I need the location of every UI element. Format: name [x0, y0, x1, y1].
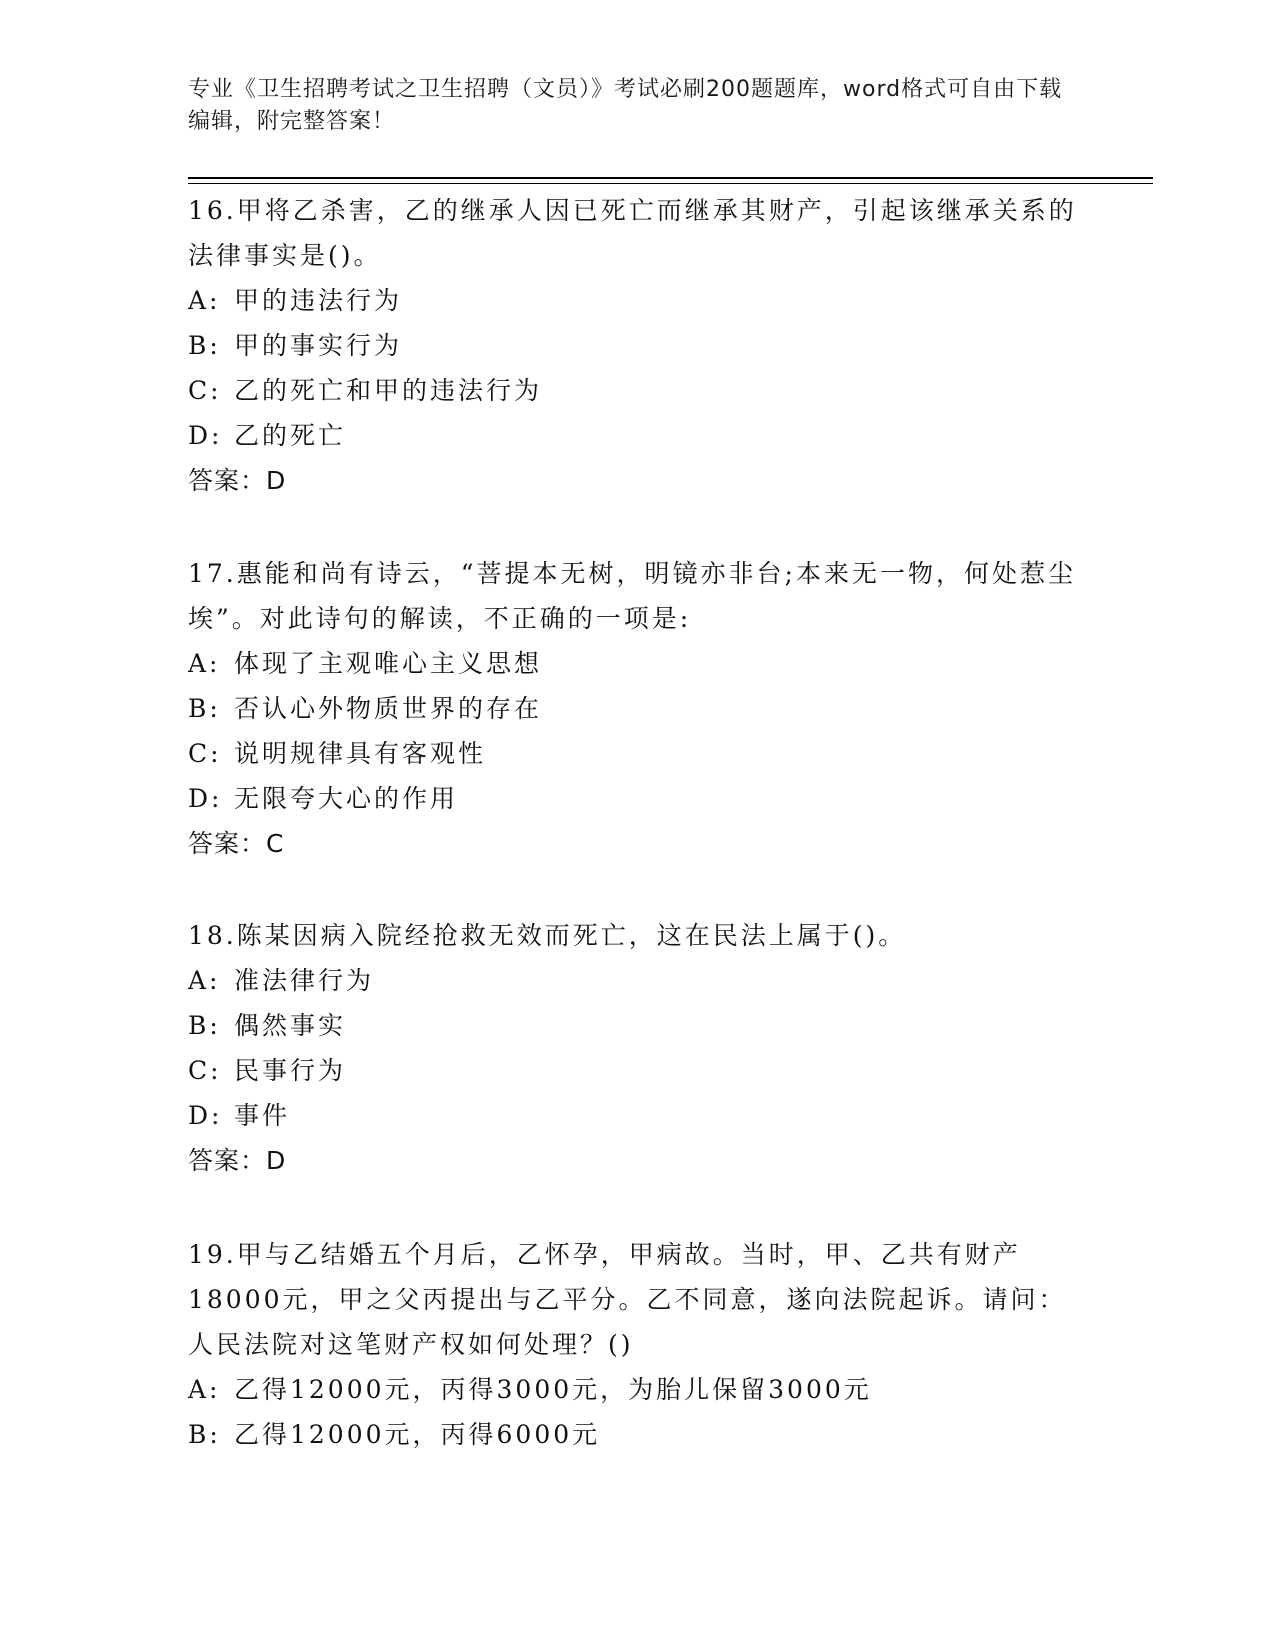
option-key: B: — [188, 1011, 221, 1040]
option-key: B: — [188, 1420, 221, 1449]
option-text: 偶然事实 — [234, 1011, 347, 1040]
question-16 — [188, 188, 1088, 503]
option-key: D: — [188, 421, 223, 450]
option-key: C: — [188, 739, 222, 768]
option-key: A: — [188, 286, 221, 315]
question-stem: 19.甲与乙结婚五个月后，乙怀孕，甲病故。当时，甲、乙共有财产18000元，甲之父丙提出与乙平分。乙不同意，遂向法院起诉。请问：人民法院对这笔财产权如何处理？() — [188, 1240, 1067, 1359]
option-text: 否认心外物质世界的存在 — [234, 694, 543, 723]
option-d — [188, 1093, 1088, 1138]
option-b — [188, 686, 1088, 731]
option-a — [188, 1367, 1088, 1412]
answer-line: 答案：D — [188, 1146, 287, 1175]
option-text: 乙得12000元，丙得6000元 — [234, 1420, 601, 1449]
option-key: C: — [188, 1056, 222, 1085]
option-key: A: — [188, 1375, 221, 1404]
question-stem: 17.惠能和尚有诗云，“菩提本无树，明镜亦非台;本来无一物，何处惹尘埃”。对此诗句的解读，不正确的一项是: — [188, 559, 1076, 633]
option-c — [188, 731, 1088, 776]
question-17 — [188, 551, 1088, 866]
option-text: 准法律行为 — [234, 966, 375, 995]
option-d — [188, 776, 1088, 821]
option-text: 说明规律具有客观性 — [234, 739, 487, 768]
answer-line: 答案：D — [188, 466, 287, 495]
option-a — [188, 641, 1088, 686]
option-key: D: — [188, 1101, 223, 1130]
option-b — [188, 1412, 1088, 1457]
option-c — [188, 1048, 1088, 1093]
option-text: 体现了主观唯心主义思想 — [234, 649, 543, 678]
option-text: 事件 — [234, 1101, 291, 1130]
option-key: C: — [188, 376, 222, 405]
option-key: D: — [188, 784, 223, 813]
option-text: 无限夸大心的作用 — [234, 784, 459, 813]
option-text: 乙的死亡和甲的违法行为 — [234, 376, 543, 405]
option-text: 乙得12000元，丙得3000元，为胎儿保留3000元 — [234, 1375, 872, 1404]
option-text: 甲的事实行为 — [234, 331, 403, 360]
header-rule-thick — [188, 177, 1153, 179]
option-text: 甲的违法行为 — [234, 286, 403, 315]
option-key: A: — [188, 649, 221, 678]
option-d — [188, 413, 1088, 458]
option-text: 乙的死亡 — [234, 421, 347, 450]
option-a — [188, 278, 1088, 323]
option-text: 民事行为 — [234, 1056, 347, 1085]
document-header: 专业《卫生招聘考试之卫生招聘（文员）》考试必刷200题题库，word格式可自由下载编辑，附完整答案！ — [188, 77, 1063, 134]
question-stem: 16.甲将乙杀害，乙的继承人因已死亡而继承其财产，引起该继承关系的法律事实是()。 — [188, 196, 1077, 270]
question-stem: 18.陈某因病入院经抢救无效而死亡，这在民法上属于()。 — [188, 921, 907, 950]
header-rule-thin — [188, 183, 1153, 184]
option-key: B: — [188, 331, 221, 360]
option-key: B: — [188, 694, 221, 723]
question-18 — [188, 913, 1088, 1183]
option-key: A: — [188, 966, 221, 995]
option-b — [188, 1003, 1088, 1048]
option-c — [188, 368, 1088, 413]
option-a — [188, 958, 1088, 1003]
answer-line: 答案：C — [188, 829, 285, 858]
option-b — [188, 323, 1088, 368]
question-19 — [188, 1232, 1088, 1457]
